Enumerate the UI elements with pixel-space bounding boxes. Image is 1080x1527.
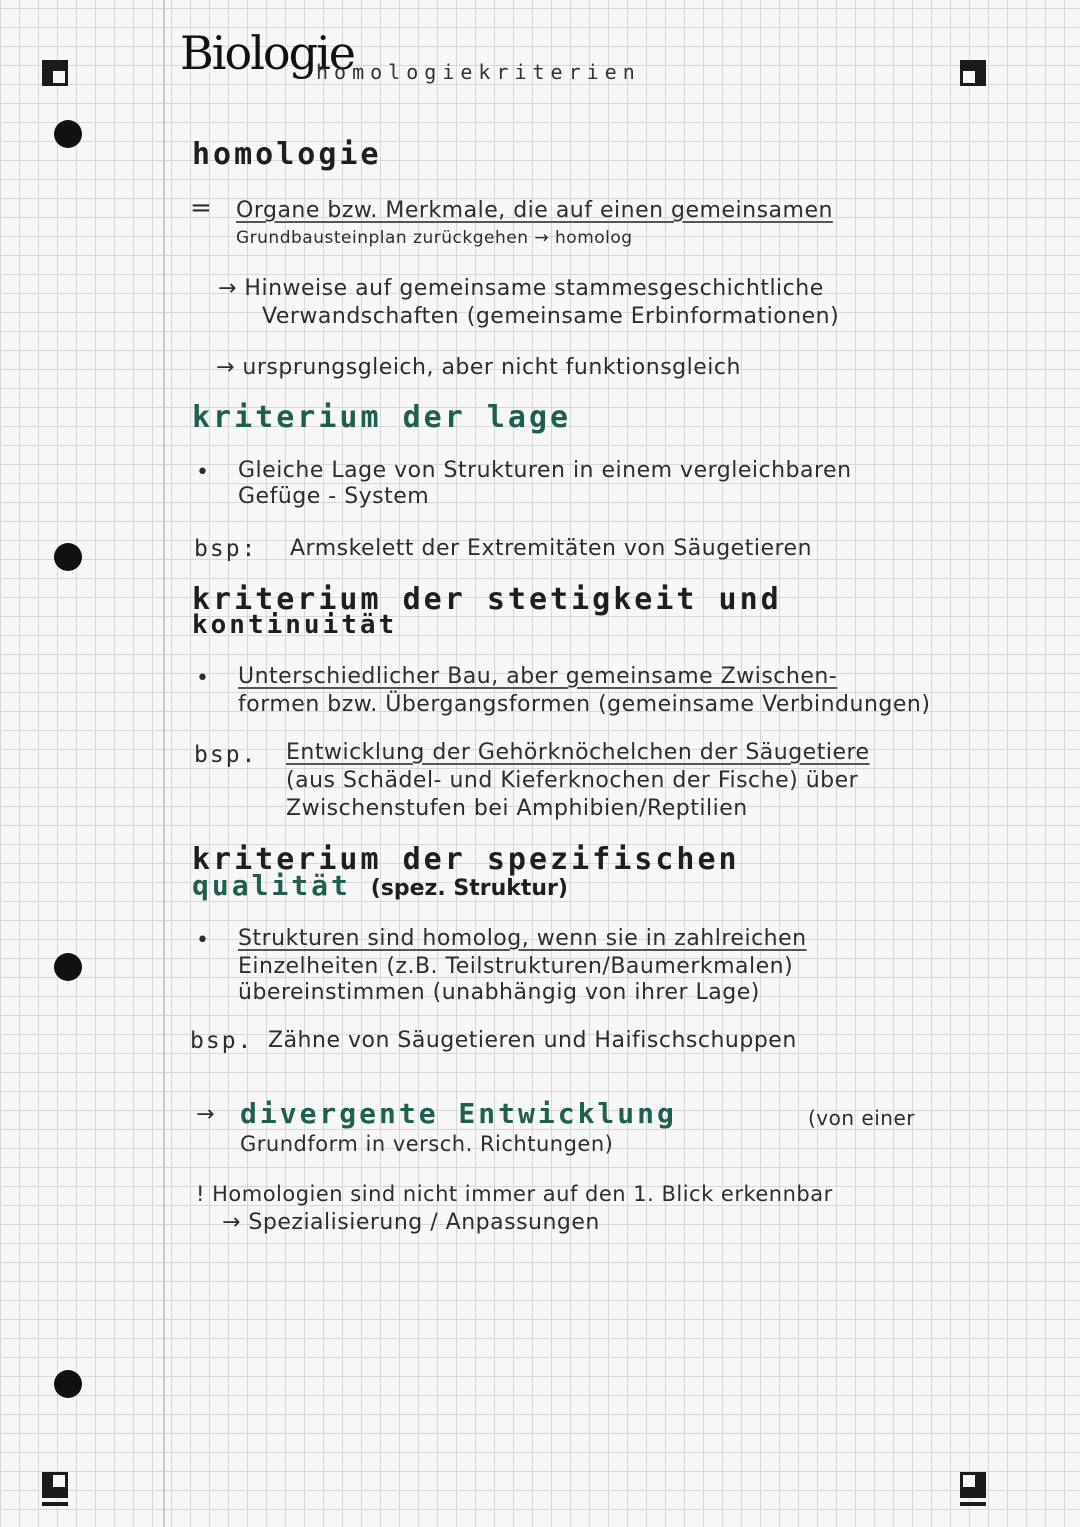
- qualitaet-example-text: Zähne von Säugetieren und Haifischschuppen: [268, 1028, 797, 1053]
- heading-kriterium-stetigkeit-text: kriterium der stetigkeit und: [192, 582, 782, 617]
- warning-line-2: → Spezialisierung / Anpassungen: [222, 1210, 600, 1235]
- heading-kontinuitaet: kontinuität: [192, 610, 398, 640]
- lage-example-label: bsp:: [194, 536, 258, 562]
- hint-line-1: → Hinweise auf gemeinsame stammesgeschichtliche: [218, 276, 824, 301]
- punch-hole: [54, 1370, 82, 1398]
- qualitaet-bullet-line-3: übereinstimmen (unabhängig von ihrer Lage): [238, 980, 760, 1005]
- definition-symbol: =: [190, 193, 213, 223]
- heading-qualitaet-word: qualität: [192, 869, 351, 902]
- corner-marker-top-right: [960, 60, 986, 86]
- punch-hole: [54, 543, 82, 571]
- stetigkeit-example-line-2: (aus Schädel- und Kieferknochen der Fische) über: [286, 768, 859, 793]
- heading-qualitaet-note: (spez. Struktur): [370, 876, 568, 901]
- heading-kriterium-lage: kriterium der lage: [192, 400, 572, 435]
- lage-bullet-line-2: Gefüge - System: [238, 484, 430, 509]
- divergent-note-b: Grundform in versch. Richtungen): [240, 1132, 614, 1156]
- definition-line-1: Organe bzw. Merkmale, die auf einen gemeinsamen: [236, 198, 833, 223]
- corner-bar-right: [960, 1502, 986, 1506]
- corner-marker-bottom-right: [960, 1472, 986, 1498]
- hint-line-2: Verwandschaften (gemeinsame Erbinformationen): [262, 304, 840, 329]
- corner-marker-top-left: [42, 60, 68, 86]
- stetigkeit-bullet-line-2: formen bzw. Übergangsformen (gemeinsame Verbindungen): [238, 692, 931, 717]
- warning-line-1: ! Homologien sind nicht immer auf den 1. Blick erkennbar: [196, 1182, 833, 1206]
- definition-line-2: Grundbausteinplan zurückgehen → homolog: [236, 228, 633, 248]
- divergent-arrow: →: [196, 1102, 215, 1127]
- corner-marker-bottom-left: [42, 1472, 68, 1498]
- heading-homologie: homologie: [192, 137, 382, 172]
- origin-note: → ursprungsgleich, aber nicht funktionsgleich: [216, 355, 741, 380]
- divergent-note-a: (von einer: [808, 1106, 915, 1130]
- stetigkeit-bullet-line-1: Unterschiedlicher Bau, aber gemeinsame Zwischen-: [238, 664, 838, 689]
- heading-divergente-entwicklung: divergente Entwicklung: [240, 1097, 677, 1130]
- stetigkeit-example-line-3: Zwischenstufen bei Amphibien/Reptilien: [286, 796, 748, 821]
- bullet-dot: •: [196, 460, 210, 485]
- stetigkeit-example-line-1: Entwicklung der Gehörknöchelchen der Säugetiere: [286, 740, 870, 765]
- qualitaet-bullet-line-2: Einzelheiten (z.B. Teilstrukturen/Baumerkmalen): [238, 954, 794, 979]
- heading-kriterium-qualitaet-text: kriterium der spezifischen: [192, 842, 740, 877]
- lage-bullet-line-1: Gleiche Lage von Strukturen in einem vergleichbaren: [238, 458, 852, 483]
- lage-example-text: Armskelett der Extremitäten von Säugetieren: [290, 536, 813, 561]
- bullet-dot: •: [196, 928, 210, 953]
- stetigkeit-example-label: bsp.: [194, 742, 258, 768]
- qualitaet-example-label: bsp.: [190, 1028, 254, 1054]
- heading-qualitaet: [192, 869, 568, 902]
- bullet-dot: •: [196, 666, 210, 691]
- topic-title: homologiekriterien: [316, 60, 641, 84]
- corner-bar-left: [42, 1502, 68, 1506]
- subject-title: Biologie: [180, 26, 354, 80]
- punch-hole: [54, 953, 82, 981]
- punch-hole: [54, 120, 82, 148]
- qualitaet-bullet-line-1: Strukturen sind homolog, wenn sie in zahlreichen: [238, 926, 807, 951]
- margin-line: [163, 0, 165, 1527]
